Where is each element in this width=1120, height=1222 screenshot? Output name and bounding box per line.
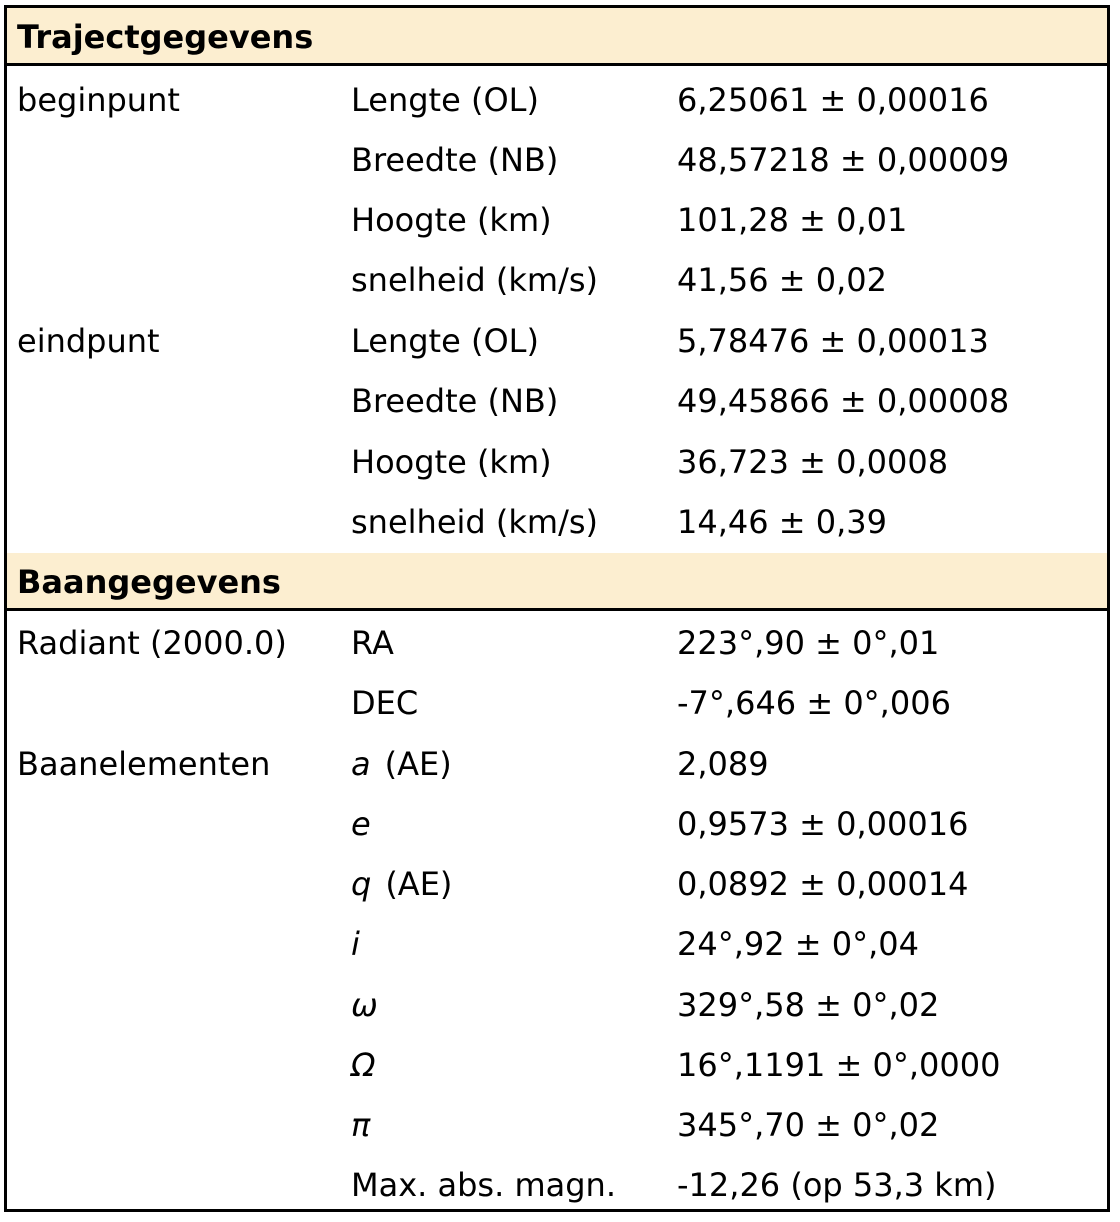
row-param	[351, 854, 452, 914]
table-row	[7, 311, 1107, 371]
table-row	[7, 975, 1107, 1035]
row-value: 0,0892 ± 0,00014	[677, 865, 969, 903]
row-value: 48,57218 ± 0,00009	[677, 141, 1010, 179]
row-param: Lengte (OL)	[351, 81, 539, 119]
row-param	[351, 1095, 370, 1155]
row-value: 36,723 ± 0,0008	[677, 443, 949, 481]
row-value: -7°,646 ± 0°,006	[677, 684, 951, 722]
row-symbol: π	[351, 1106, 371, 1144]
row-value: 16°,1191 ± 0°,0000	[677, 1046, 1001, 1084]
row-value: 2,089	[677, 745, 769, 783]
table-row	[7, 734, 1107, 794]
row-param	[351, 1035, 375, 1095]
table-row	[7, 613, 1107, 673]
table-row	[7, 914, 1107, 974]
row-param	[351, 794, 371, 854]
table-row	[7, 190, 1107, 250]
row-symbol: i	[351, 925, 360, 963]
row-value: 329°,58 ± 0°,02	[677, 986, 940, 1024]
row-group: Radiant (2000.0)	[17, 624, 287, 662]
row-value: 5,78476 ± 0,00013	[677, 322, 989, 360]
table-row	[7, 673, 1107, 733]
row-param	[351, 975, 378, 1035]
table-row	[7, 371, 1107, 431]
table-row	[7, 854, 1107, 914]
table-row	[7, 794, 1107, 854]
row-value: 101,28 ± 0,01	[677, 201, 908, 239]
row-value: 24°,92 ± 0°,04	[677, 925, 920, 963]
row-value: 0,9573 ± 0,00016	[677, 805, 969, 843]
row-symbol: a	[351, 745, 371, 783]
row-symbol: q	[351, 865, 372, 903]
row-param: snelheid (km/s)	[351, 503, 598, 541]
section-title: Baangegevens	[17, 563, 281, 601]
row-value: 345°,70 ± 0°,02	[677, 1106, 940, 1144]
row-value: -12,26 (op 53,3 km)	[677, 1166, 997, 1204]
row-param	[351, 734, 452, 794]
row-param: Breedte (NB)	[351, 141, 559, 179]
row-value: 49,45866 ± 0,00008	[677, 382, 1010, 420]
table-row	[7, 492, 1107, 552]
row-symbol: e	[351, 805, 371, 843]
row-group: beginpunt	[17, 81, 180, 119]
row-value: 14,46 ± 0,39	[677, 503, 888, 541]
row-symbol: ω	[351, 986, 378, 1024]
table-row	[7, 1035, 1107, 1095]
row-group: Baanelementen	[17, 745, 271, 783]
section-header-baangegevens	[7, 553, 1107, 611]
row-param: Lengte (OL)	[351, 322, 539, 360]
table-row	[7, 1155, 1107, 1215]
row-param: DEC	[351, 684, 419, 722]
data-table	[4, 5, 1110, 1212]
row-param: Max. abs. magn.	[351, 1166, 616, 1204]
section-header-trajectgegevens	[7, 8, 1107, 66]
table-row	[7, 1095, 1107, 1155]
row-unit: (AE)	[384, 745, 452, 783]
table-row	[7, 130, 1107, 190]
row-param: Breedte (NB)	[351, 382, 559, 420]
section-title: Trajectgegevens	[17, 18, 314, 56]
row-param: Hoogte (km)	[351, 201, 552, 239]
row-param: snelheid (km/s)	[351, 261, 598, 299]
row-symbol: Ω	[351, 1046, 376, 1084]
row-unit: (AE)	[385, 865, 453, 903]
row-param	[351, 914, 360, 974]
row-group: eindpunt	[17, 322, 160, 360]
table-row	[7, 70, 1107, 130]
table-row	[7, 432, 1107, 492]
row-value: 41,56 ± 0,02	[677, 261, 888, 299]
table-row	[7, 250, 1107, 310]
row-param: RA	[351, 624, 394, 662]
row-param: Hoogte (km)	[351, 443, 552, 481]
row-value: 6,25061 ± 0,00016	[677, 81, 989, 119]
row-value: 223°,90 ± 0°,01	[677, 624, 940, 662]
